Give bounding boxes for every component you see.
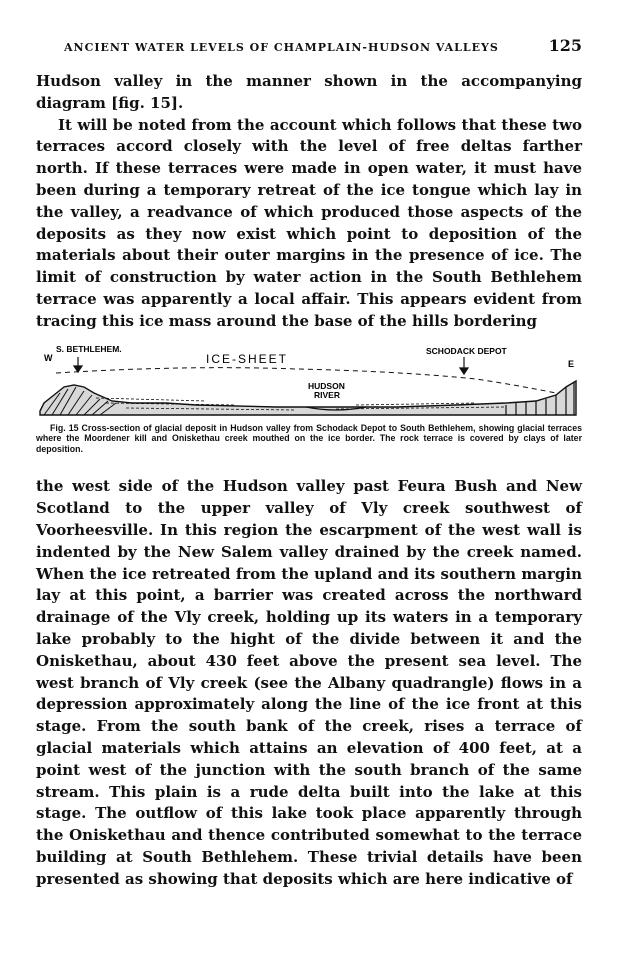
label-west: W (44, 352, 53, 363)
label-schodack-depot: SCHODACK DEPOT (426, 345, 507, 356)
page-header (64, 36, 582, 55)
label-south-bethlehem: S. BETHLEHEM. (56, 343, 122, 354)
label-hudson: HUDSON (308, 380, 345, 391)
page-number: 125 (548, 36, 582, 55)
label-east: E (568, 358, 575, 369)
figure-caption-text: Cross-section of glacial deposit in Hudson valley from Schodack Depot to South Bethlehem, showing glacial terraces where the Moordener kill and Oniskethau creek mouthed on the ice border. The rock terrace is covered by clays of later deposition. (36, 422, 582, 454)
running-head: ANCIENT WATER LEVELS OF CHAMPLAIN-HUDSON VALLEYS (64, 41, 499, 54)
figure-caption (36, 423, 582, 455)
figure-15 (36, 343, 582, 455)
label-ice-sheet: ICE-SHEET (206, 351, 289, 366)
label-river: RIVER (314, 389, 340, 400)
paragraph-3: the west side of the Hudson valley past Feura Bush and New Scotland to the upper valley of Vly creek southwest of Voorheesville. In this region the escarpment of the west wall is indented by the New Salem valley drained by the creek named. When the ice retreated from the upland and its southern margin lay at this point, a barrier was created across the northward drainage of the Vly creek, holding up its waters in a temporary lake probably to the hight of the divide between it and the Oniskethau, about 430 feet above the present sea level. The west branch of Vly creek (see the Albany quadrangle) flows in a depression approximately along the line of the ice front at this stage. From the south bank of the creek, rises a terrace of glacial materials which attains an elevation of 400 feet, at a point west of the junction with the south branch of the same stream. This plain is a rude delta built into the lake at this stage. The outflow of this lake took place apparently through the Oniskethau and thence contributed somewhat to the terrace building at South Bethlehem. These trivial details have been presented as showing that deposits which are here indicative of (36, 477, 582, 888)
figure-caption-label: Fig. 15 (50, 422, 79, 433)
ice-sheet-outline (56, 367, 556, 392)
cross-section-diagram (36, 343, 582, 417)
paragraph-2: It will be noted from the account which follows that these two terraces accord closely with the level of free deltas farther north. If these terraces were made in open water, it must have been during a temporary retreat of the ice tongue which lay in the valley, a readvance of which produced those aspects of the deposits as they now exist which point to deposition of the materials about their outer margins in the presence of ice. The limit of construction by water action in the South Bethlehem terrace was apparently a local affair. This appears evident from tracing this ice mass around the base of the hills bordering (36, 115, 582, 330)
paragraph-1: Hudson valley in the manner shown in the accompanying diagram [fig. 15]. (36, 72, 582, 112)
